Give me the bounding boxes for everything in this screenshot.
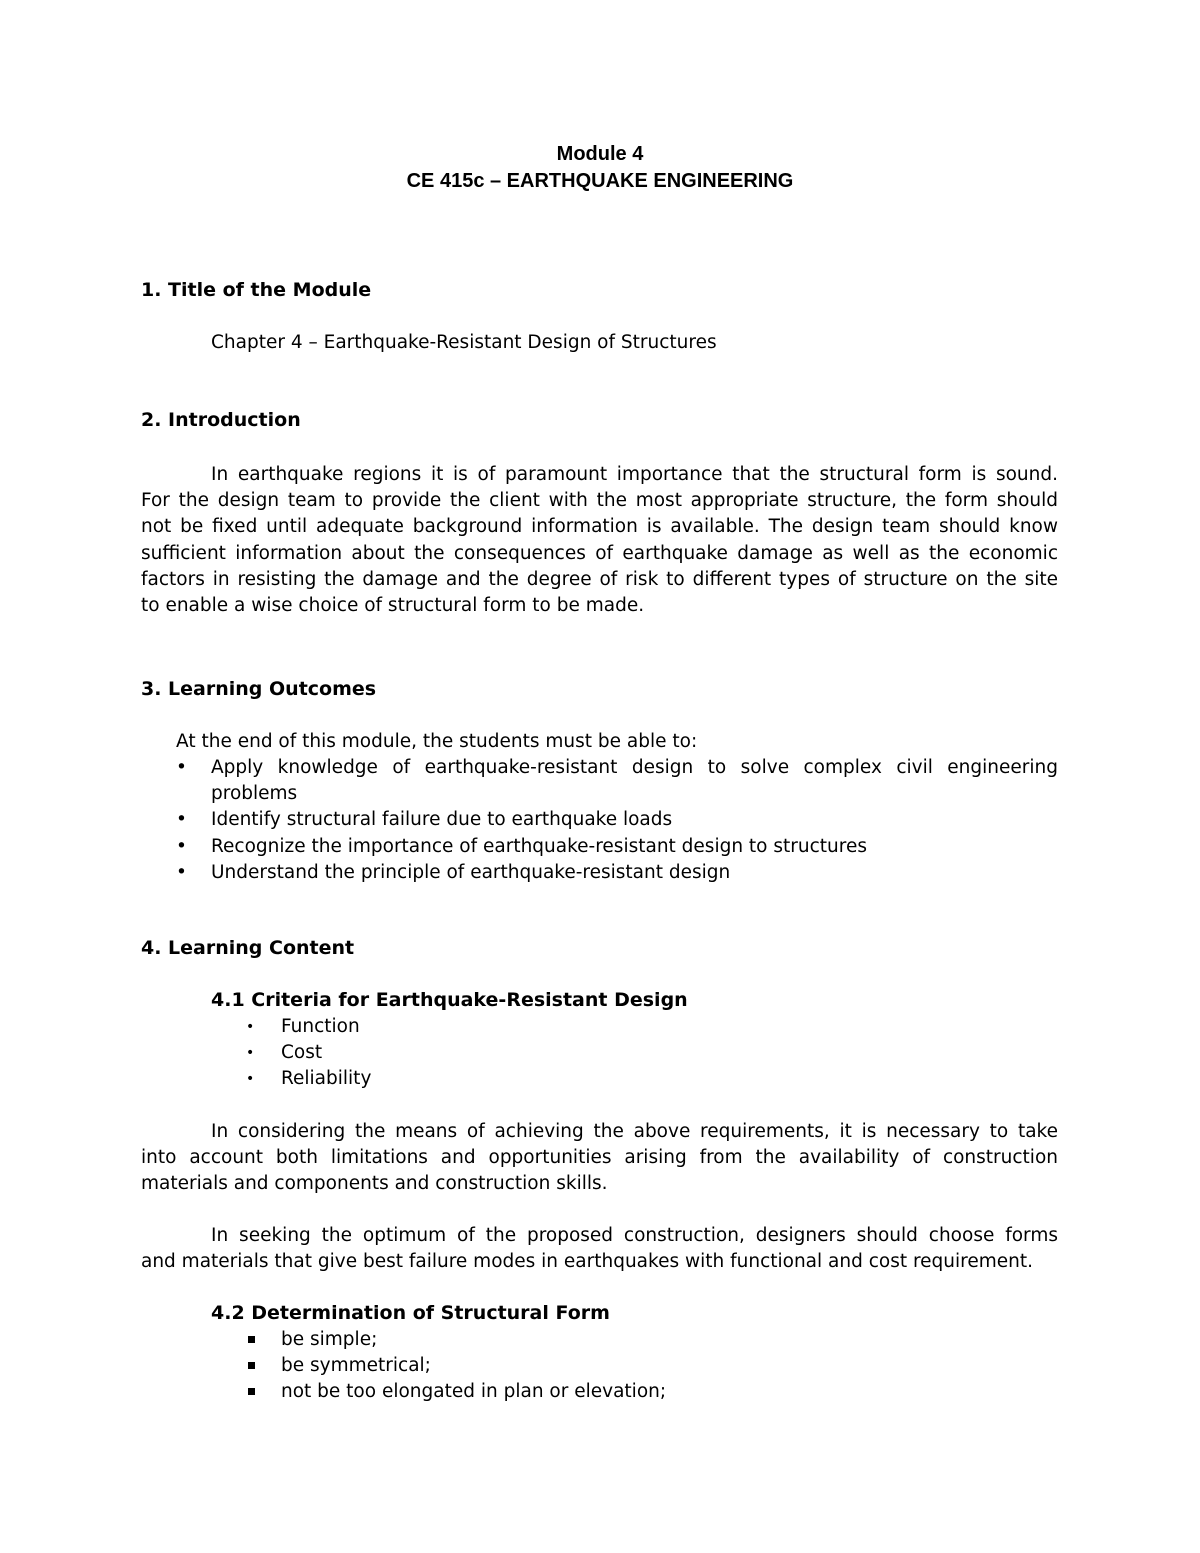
paragraph-line: In seeking the optimum of the proposed construction, designers should choose forms — [211, 1225, 1058, 1246]
section-2-heading: 2. Introduction — [141, 409, 301, 431]
list-item-text: Understand the principle of earthquake-resistant design — [211, 861, 731, 883]
list-item-text: Apply knowledge of earthquake-resistant design to solve complex civil engineering — [211, 757, 1058, 778]
list-item — [176, 807, 1058, 833]
square-bullet-icon — [248, 1336, 255, 1343]
list-item — [176, 834, 1058, 860]
criteria-paragraph-2 — [141, 1223, 1058, 1275]
bullet-icon: • — [176, 809, 187, 831]
section-3-heading: 3. Learning Outcomes — [141, 678, 377, 700]
subsection-4-1-heading: 4.1 Criteria for Earthquake-Resistant Design — [211, 989, 688, 1011]
outcomes-intro: At the end of this module, the students must be able to: — [176, 731, 698, 752]
bullet-icon: • — [246, 1019, 255, 1035]
course-title: CE 415c – EARTHQUAKE ENGINEERING — [406, 170, 794, 192]
criteria-paragraph-1 — [141, 1119, 1058, 1198]
list-item-text: Recognize the importance of earthquake-resistant design to structures — [211, 835, 867, 857]
module-title: Module 4 — [556, 143, 644, 165]
paragraph-line: into account both limitations and opportunities arising from the availability of construction — [141, 1147, 1058, 1169]
list-item-text: not be too elongated in plan or elevation; — [281, 1381, 667, 1403]
paragraph-line: In considering the means of achieving the above requirements, it is necessary to take — [211, 1121, 1058, 1142]
outcomes-list — [176, 755, 1058, 886]
paragraph-line: In earthquake regions it is of paramount importance that the structural form is sound. — [211, 464, 1058, 485]
introduction-paragraph — [141, 462, 1058, 619]
document-header — [0, 141, 1200, 195]
bullet-icon: • — [176, 835, 187, 857]
list-item — [176, 755, 1058, 807]
list-item-text: Cost — [281, 1042, 323, 1064]
paragraph-line: and materials that give best failure modes in earthquakes with functional and cost requirement. — [141, 1251, 1034, 1273]
list-item-text: be simple; — [281, 1329, 378, 1350]
paragraph-line: sufficient information about the consequences of earthquake damage as well as the economic — [141, 542, 1058, 564]
section-1-heading: 1. Title of the Module — [141, 279, 372, 301]
bullet-icon: • — [246, 1045, 255, 1062]
list-item-text: Function — [281, 1016, 360, 1037]
bullet-icon: • — [176, 861, 187, 883]
bullet-icon: • — [246, 1071, 255, 1088]
paragraph-line: materials and components and construction skills. — [141, 1173, 608, 1195]
square-bullet-icon — [248, 1362, 255, 1369]
module-title-text: Chapter 4 – Earthquake-Resistant Design of Structures — [211, 332, 717, 353]
bullet-icon: • — [176, 757, 187, 778]
square-bullet-icon — [248, 1388, 255, 1395]
paragraph-line: to enable a wise choice of structural form to be made. — [141, 594, 645, 616]
list-item-text: problems — [211, 783, 298, 805]
list-item-text: Identify structural failure due to earthquake loads — [211, 809, 673, 831]
paragraph-line: For the design team to provide the client with the most appropriate structure, the form should — [141, 490, 1058, 512]
section-4-heading: 4. Learning Content — [141, 937, 355, 959]
subsection-4-2-heading: 4.2 Determination of Structural Form — [211, 1302, 610, 1324]
list-item-text: Reliability — [281, 1068, 372, 1090]
list-item — [176, 860, 1058, 886]
list-item-text: be symmetrical; — [281, 1355, 431, 1377]
paragraph-line: not be fixed until adequate background information is available. The design team should know — [141, 516, 1058, 538]
paragraph-line: factors in resisting the damage and the degree of risk to different types of structure on the site — [141, 568, 1058, 590]
